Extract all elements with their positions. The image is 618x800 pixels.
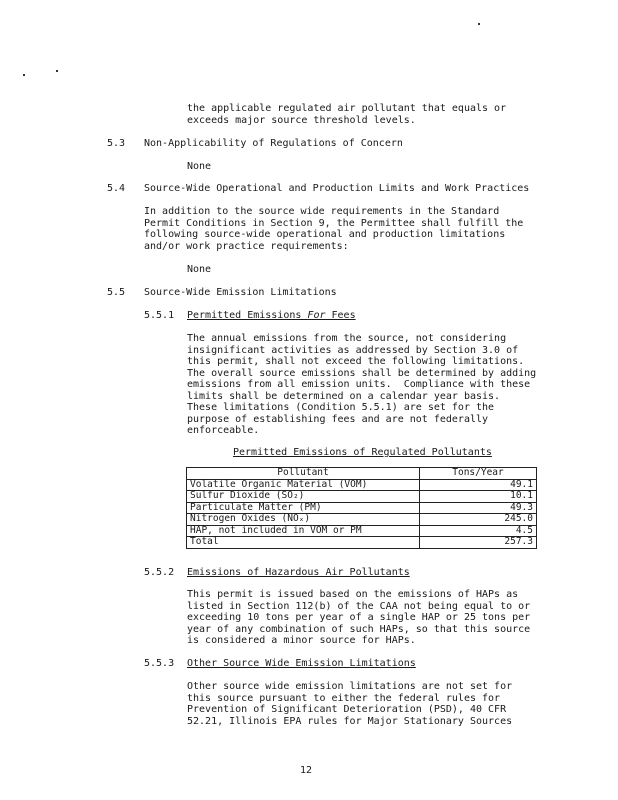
table-row <box>187 525 537 537</box>
tons-cell: 49.3 <box>420 502 537 514</box>
pollutant-cell: HAP, not included in VOM or PM <box>187 525 420 537</box>
section-heading: Source-Wide Operational and Production Limits and Work Practices <box>144 183 530 194</box>
tons-cell: 4.5 <box>420 525 537 537</box>
section-body: None <box>187 264 212 275</box>
table-title: Permitted Emissions of Regulated Pollutants <box>233 447 492 458</box>
pollutant-cell: Volatile Organic Material (VOM) <box>187 479 420 491</box>
subsection-heading: Emissions of Hazardous Air Pollutants <box>187 567 410 578</box>
table-row <box>187 502 537 514</box>
section-number: 5.3 <box>107 138 126 149</box>
subsection-number: 5.5.2 <box>144 567 175 578</box>
subsection-paragraph: The annual emissions from the source, not considering insignificant activities as addressed by Section 3.0 of this permit, shall not exceed the following limitations. The overall source emissions shall be determined by adding emissions from all emission units. Compliance with these limits shall be determined on a calendar year basis. These limitations (Condition 5.5.1) are set for the purpose of establishing fees and are not federally enforceable. <box>187 333 537 436</box>
column-header: Pollutant <box>187 468 420 480</box>
pollutant-cell: Sulfur Dioxide (SO₂) <box>187 491 420 503</box>
section-body: None <box>187 161 212 172</box>
subsection-paragraph: This permit is issued based on the emissions of HAPs as listed in Section 112(b) of the CAA not being equal to or exceeding 10 tons per year of a single HAP or 25 tons per year of any combination of such HAPs, so that this source is considered a minor source for HAPs. <box>187 589 531 646</box>
subsection-heading: Permitted Emissions For Fees <box>187 310 356 321</box>
table-total-row <box>187 537 537 549</box>
scan-speck <box>478 23 480 25</box>
pollutant-cell: Total <box>187 537 420 549</box>
table-row <box>187 479 537 491</box>
subsection-paragraph: Other source wide emission limitations are not set for this source pursuant to either the federal rules for Prevention of Significant Deterioration (PSD), 40 CFR 52.21, Illinois EPA rules for Major Stationary Sources <box>187 681 513 727</box>
table-header-row <box>187 468 537 480</box>
subsection-number: 5.5.1 <box>144 310 175 321</box>
tons-cell: 245.0 <box>420 514 537 526</box>
subsection-number: 5.5.3 <box>144 658 175 669</box>
page-number: 12 <box>300 765 313 776</box>
section-heading: Source-Wide Emission Limitations <box>144 287 337 298</box>
continued-paragraph: the applicable regulated air pollutant that equals or exceeds major source threshold levels. <box>187 103 507 126</box>
pollutant-cell: Particulate Matter (PM) <box>187 502 420 514</box>
column-header: Tons/Year <box>420 468 537 480</box>
tons-cell: 49.1 <box>420 479 537 491</box>
tons-cell: 257.3 <box>420 537 537 549</box>
table-row <box>187 514 537 526</box>
section-heading: Non-Applicability of Regulations of Concern <box>144 138 403 149</box>
emissions-table <box>186 467 537 549</box>
subsection-heading: Other Source Wide Emission Limitations <box>187 658 416 669</box>
section-number: 5.5 <box>107 287 126 298</box>
pollutant-cell: Nitrogen Oxides (NOₓ) <box>187 514 420 526</box>
section-number: 5.4 <box>107 183 126 194</box>
section-paragraph: In addition to the source wide requirements in the Standard Permit Conditions in Section 9, the Permittee shall fulfill the following source-wide operational and production limitations and/or work practice requirements: <box>144 206 524 252</box>
scan-speck <box>23 74 25 76</box>
table-row <box>187 491 537 503</box>
tons-cell: 10.1 <box>420 491 537 503</box>
scan-speck <box>56 70 58 72</box>
